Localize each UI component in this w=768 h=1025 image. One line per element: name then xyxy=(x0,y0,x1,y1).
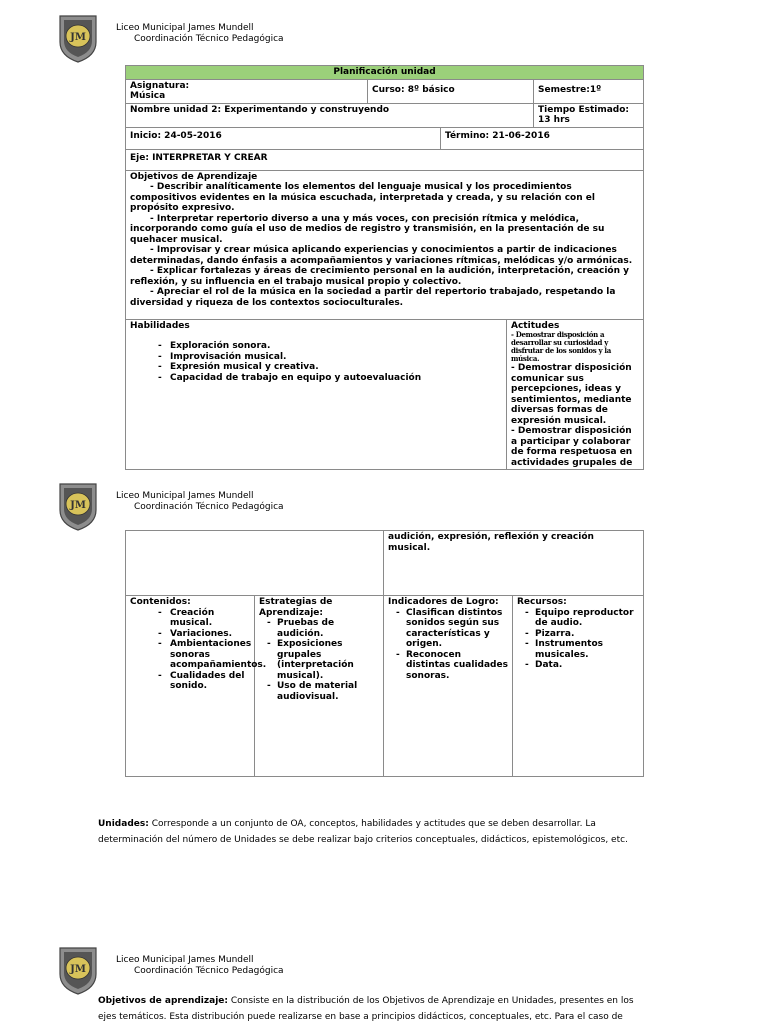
list-item: - Instrumentos musicales. xyxy=(517,639,639,660)
asignatura-cell xyxy=(126,79,368,103)
objetivos-cell xyxy=(126,170,644,319)
school-logo xyxy=(56,944,100,996)
objetivos-text: Consiste en la distribución de los Objetivos de Aprendizaje en Unidades, presentes en los ejes temáticos. Esta distribución puede realizarse en base a principios didácticos, conceptuales, etc. Para el caso de xyxy=(98,996,634,1022)
list-item: - Data. xyxy=(517,660,639,671)
asignatura-value: Música xyxy=(130,91,166,101)
contenidos-list xyxy=(130,607,267,692)
school-logo xyxy=(56,480,100,532)
department-name: Coordinación Técnico Pedagógica xyxy=(134,966,284,976)
habilidades-title: Habilidades xyxy=(130,320,190,331)
indicadores-title: Indicadores de Logro: xyxy=(388,597,499,607)
list-item: - Exploración sonora. xyxy=(130,341,502,352)
school-name: Liceo Municipal James Mundell xyxy=(116,23,254,33)
department-name: Coordinación Técnico Pedagógica xyxy=(134,34,284,44)
estrategias-list xyxy=(259,618,379,702)
objetivo-item: - Apreciar el rol de la música en la sociedad a partir del repertorio trabajado, respetando la diversidad y riqueza de los contextos socioculturales. xyxy=(130,287,616,308)
actitudes-cell xyxy=(507,319,644,470)
actitudes-title: Actitudes xyxy=(511,320,560,331)
habilidades-list xyxy=(130,341,502,383)
recursos-cell xyxy=(513,596,644,777)
actitud-item: - Demostrar disposición a participar y colaborar de forma respetuosa en actividades grupales de xyxy=(511,426,633,468)
list-item: - Improvisación musical. xyxy=(130,352,502,363)
tiempo-value: 13 hrs xyxy=(538,115,570,125)
inicio-cell: Inicio: 24-05-2016 xyxy=(126,127,441,149)
department-name: Coordinación Técnico Pedagógica xyxy=(134,502,284,512)
page-header xyxy=(56,944,456,1000)
school-name: Liceo Municipal James Mundell xyxy=(116,491,254,501)
tiempo-label: Tiempo Estimado: xyxy=(538,104,630,115)
list-item: - Clasifican distintos sonidos según sus características y origen. xyxy=(388,608,508,650)
actitudes-continued-cell: audición, expresión, reflexión y creación musical. xyxy=(384,531,644,596)
list-item: - Pruebas de audición. xyxy=(259,618,379,639)
tiempo-cell xyxy=(534,103,644,127)
objetivo-item: - Improvisar y crear música aplicando experiencias y conocimientos a partir de indicaciones determinadas, dando énfasis a acompañamientos y variaciones rítmicas, melódicas y/o armónicas. xyxy=(130,245,633,266)
termino-cell: Término: 21-06-2016 xyxy=(441,127,644,149)
school-name: Liceo Municipal James Mundell xyxy=(116,955,254,965)
nombre-unidad-cell: Nombre unidad 2: Experimentando y construyendo xyxy=(126,103,534,127)
curso-cell: Curso: 8º básico xyxy=(368,79,534,103)
objetivo-item: - Explicar fortalezas y áreas de crecimiento personal en la audición, interpretación, creación y reflexión, y su influencia en el trabajo musical propio y colectivo. xyxy=(130,266,630,287)
habilidades-cell xyxy=(126,319,507,470)
unidades-text: Corresponde a un conjunto de OA, conceptos, habilidades y actitudes que se deben desarrollar. La determinación del número de Unidades se debe realizar bajo criterios conceptuales, didácticos, epistemológicos, etc. xyxy=(98,819,628,845)
objetivos-label: Objetivos de aprendizaje: xyxy=(98,996,228,1006)
svg-text:JM: JM xyxy=(70,500,86,511)
objetivos-paragraph xyxy=(98,993,644,1025)
contenidos-cell xyxy=(126,596,267,777)
estrategias-title: Estrategias de Aprendizaje: xyxy=(259,597,333,618)
page-header xyxy=(56,480,456,536)
list-item: - Exposiciones grupales (interpretación musical). xyxy=(259,639,379,681)
svg-text:JM: JM xyxy=(70,32,86,43)
asignatura-label: Asignatura: xyxy=(130,80,190,91)
svg-text:JM: JM xyxy=(70,964,86,975)
table-title: Planificación unidad xyxy=(126,66,644,80)
list-item: - Cualidades del sonido. xyxy=(130,671,250,692)
planning-table-continued xyxy=(125,530,644,777)
objetivos-title: Objetivos de Aprendizaje xyxy=(130,171,258,182)
recursos-list xyxy=(517,608,639,671)
empty-cell xyxy=(126,531,384,596)
page-header xyxy=(56,12,456,68)
estrategias-cell xyxy=(255,596,384,777)
unidades-label: Unidades: xyxy=(98,819,149,829)
semestre-cell: Semestre:1º xyxy=(534,79,644,103)
list-item: - Reconocen distintas cualidades sonoras. xyxy=(388,650,508,682)
list-item: - Expresión musical y creativa. xyxy=(130,362,502,373)
actitud-item: - Demostrar disposición comunicar sus percepciones, ideas y sentimientos, mediante diversas formas de expresión musical. xyxy=(511,363,632,426)
contenidos-title: Contenidos: xyxy=(130,597,191,607)
list-item: - Ambientaciones sonoras acompañamientos. xyxy=(130,639,250,671)
recursos-title: Recursos: xyxy=(517,597,567,607)
list-item: - Pizarra. xyxy=(517,629,639,640)
planning-table xyxy=(125,65,644,470)
objetivo-item: - Interpretar repertorio diverso a una y más voces, con precisión rítmica y melódica, incorporando como guía el uso de medios de registro y transmisión, en la presentación de su quehacer musical. xyxy=(130,213,605,245)
list-item: - Creación musical. xyxy=(130,608,250,629)
list-item: - Capacidad de trabajo en equipo y autoevaluación xyxy=(130,373,502,384)
objetivo-item: - Describir analíticamente los elementos del lenguaje musical y los procedimientos compositivos evidentes en la música escuchada, interpretada y creada, y su relación con el propósito expresivo. xyxy=(130,182,595,213)
list-item: - Variaciones. xyxy=(130,629,250,640)
indicadores-list xyxy=(388,608,508,682)
indicadores-cell xyxy=(384,596,513,777)
actitud-item: - Demostrar disposición a desarrollar su curiosidad y disfrutar de los sonidos y la música. xyxy=(511,330,611,363)
unidades-paragraph xyxy=(98,816,644,848)
list-item: - Uso de material audiovisual. xyxy=(259,681,379,702)
school-logo xyxy=(56,12,100,64)
eje-cell: Eje: INTERPRETAR Y CREAR xyxy=(126,149,644,170)
list-item: - Equipo reproductor de audio. xyxy=(517,608,639,629)
